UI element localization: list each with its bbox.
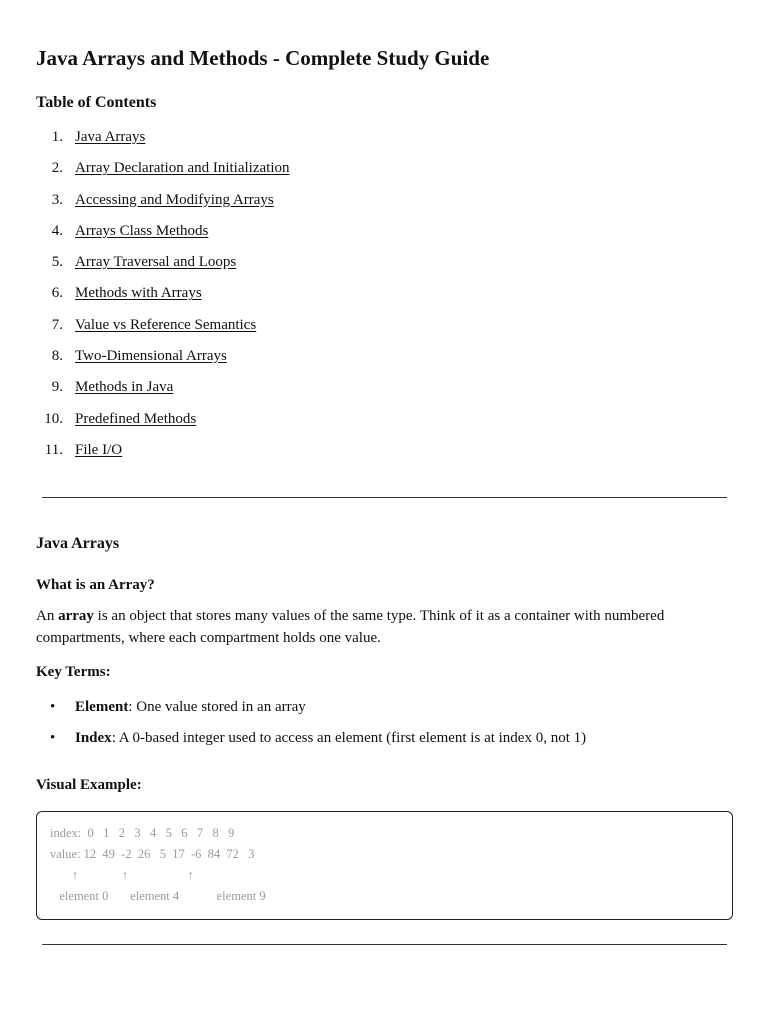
intro-text-rest: is an object that stores many values of the same type. Think of it as a container with numbered compartments, where each compartment holds one value. [36, 608, 665, 646]
toc-item [36, 440, 290, 471]
page-title: Java Arrays and Methods - Complete Study Guide [36, 46, 490, 70]
term-definition: : One value stored in an array [128, 699, 306, 715]
toc-item [36, 283, 290, 314]
element-label-row: element 0 element 4 element 9 [50, 889, 266, 903]
section-divider [42, 944, 727, 945]
bullet-icon: • [50, 699, 56, 715]
toc-link-predefined-methods[interactable]: Predefined Methods [75, 410, 197, 427]
toc-item [36, 315, 290, 346]
toc-item [36, 252, 290, 283]
value-row: value: 12 49 -2 26 5 17 -6 84 72 3 [50, 847, 255, 861]
toc-item-number: 7. [51, 316, 63, 333]
section-divider [42, 497, 727, 498]
toc-item-number: 10. [44, 410, 63, 427]
toc-heading: Table of Contents [36, 94, 157, 111]
toc-link-accessing-arrays[interactable]: Accessing and Modifying Arrays [75, 191, 274, 208]
term-definition: : A 0-based integer used to access an element (first element is at index 0, not 1) [111, 730, 587, 746]
toc-link-file-io[interactable]: File I/O [75, 441, 123, 458]
list-item [36, 697, 586, 728]
toc-link-value-vs-reference[interactable]: Value vs Reference Semantics [75, 316, 257, 333]
toc-item [36, 221, 290, 252]
toc-item [36, 190, 290, 221]
array-definition-paragraph [36, 605, 726, 649]
visual-example-code-block [36, 811, 733, 920]
list-item [36, 728, 586, 759]
subheading-key-terms: Key Terms: [36, 664, 111, 680]
toc-link-array-declaration[interactable]: Array Declaration and Initialization [75, 160, 290, 177]
arrow-row: ↑ ↑ ↑ [50, 868, 194, 882]
toc-link-methods-in-java[interactable]: Methods in Java [75, 379, 174, 396]
intro-text-start: An [36, 608, 59, 624]
term-name: Index [75, 730, 112, 746]
toc-item [36, 409, 290, 440]
toc-item-number: 6. [51, 285, 63, 302]
toc-item-number: 3. [51, 191, 63, 208]
term-name: Element [75, 699, 129, 715]
toc-item-number: 9. [51, 379, 63, 396]
toc-link-java-arrays[interactable]: Java Arrays [75, 129, 146, 145]
toc-link-arrays-class-methods[interactable]: Arrays Class Methods [75, 222, 209, 239]
toc-item-number: 5. [51, 254, 63, 271]
subheading-visual-example: Visual Example: [36, 777, 142, 793]
toc-item-number: 11. [44, 441, 63, 458]
bullet-icon: • [50, 730, 56, 746]
intro-bold-term: array [58, 608, 94, 624]
toc-item [36, 127, 290, 158]
toc-link-array-traversal[interactable]: Array Traversal and Loops [75, 254, 237, 271]
table-of-contents [36, 127, 290, 471]
toc-link-methods-with-arrays[interactable]: Methods with Arrays [75, 285, 202, 302]
section-heading-java-arrays: Java Arrays [36, 535, 120, 552]
toc-item-number: 4. [51, 222, 63, 239]
toc-item-number: 2. [51, 160, 63, 177]
toc-item-number: 1. [51, 129, 63, 145]
index-row: index: 0 1 2 3 4 5 6 7 8 9 [50, 826, 235, 840]
toc-item [36, 346, 290, 377]
toc-item [36, 377, 290, 408]
toc-item [36, 158, 290, 189]
key-terms-list [36, 697, 586, 759]
toc-item-number: 8. [51, 348, 63, 365]
toc-link-two-dimensional-arrays[interactable]: Two-Dimensional Arrays [75, 348, 227, 365]
subheading-what-is-an-array: What is an Array? [36, 577, 155, 593]
